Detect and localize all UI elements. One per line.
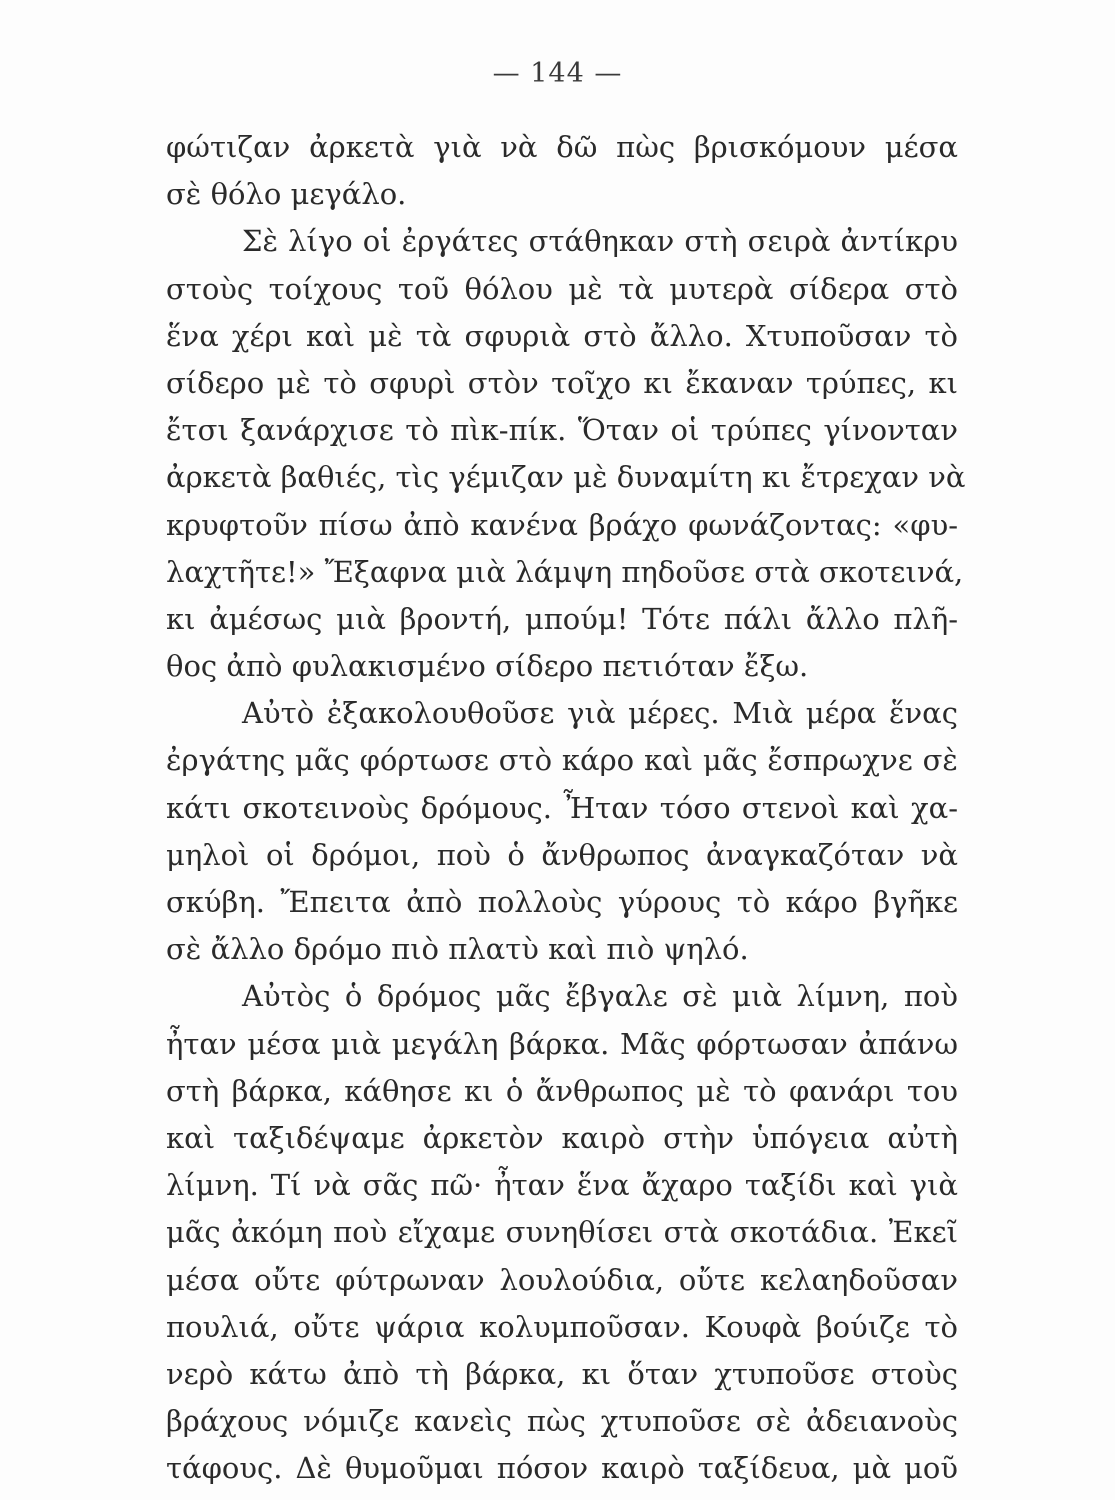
text-line: φώτιζαν ἀρκετὰ γιὰ νὰ δῶ πὼς βρισκόμουν μέσα <box>166 130 958 164</box>
text-line: Σὲ λίγο οἱ ἐργάτες στάθηκαν στὴ σειρὰ ἀντίκρυ <box>242 224 958 259</box>
text-line: νερὸ κάτω ἀπὸ τὴ βάρκα, κι ὅταν χτυποῦσε στοὺς <box>166 1356 958 1391</box>
text-line: μέσα οὔτε φύτρωναν λουλούδια, οὔτε κελαηδοῦσαν <box>166 1262 958 1297</box>
text-line: Αὐτὸ ἐξακολουθοῦσε γιὰ μέρες. Μιὰ μέρα ἕνας <box>242 696 958 731</box>
text-line: στοὺς τοίχους τοῦ θόλου μὲ τὰ μυτερὰ σίδερα στὸ <box>166 271 958 306</box>
text-line: ἀρκετὰ βαθιές, τὶς γέμιζαν μὲ δυναμίτη κι ἔτρεχαν νὰ <box>166 460 966 495</box>
text-line: ἕνα χέρι καὶ μὲ τὰ σφυριὰ στὸ ἄλλο. Χτυποῦσαν τὸ <box>166 318 958 353</box>
text-line: τάφους. Δὲ θυμοῦμαι πόσον καιρὸ ταξίδευα, μὰ μοῦ <box>166 1451 958 1486</box>
text-line: σὲ θόλο μεγάλο. <box>166 177 407 212</box>
text-line: σὲ ἄλλο δρόμο πιὸ πλατὺ καὶ πιὸ ψηλό. <box>166 932 749 967</box>
text-line: καὶ ταξιδέψαμε ἀρκετὸν καιρὸ στὴν ὑπόγεια αὐτὴ <box>166 1120 958 1155</box>
text-line: ἐργάτης μᾶς φόρτωσε στὸ κάρο καὶ μᾶς ἔσπρωχνε σὲ <box>166 743 958 778</box>
text-line: κι ἀμέσως μιὰ βροντή, μπούμ! Τότε πάλι ἄλλο πλῆ- <box>166 601 958 636</box>
text-line: θος ἀπὸ φυλακισμένο σίδερο πετιόταν ἔξω. <box>166 649 809 684</box>
page-number: — 144 — <box>492 58 623 89</box>
text-line: πουλιά, οὔτε ψάρια κολυμποῦσαν. Κουφὰ βούιζε τὸ <box>166 1309 958 1344</box>
text-line: Αὐτὸς ὁ δρόμος μᾶς ἔβγαλε σὲ μιὰ λίμνη, ποὺ <box>242 979 958 1014</box>
text-line: ἔτσι ξανάρχισε τὸ πὶκ-πίκ. Ὅταν οἱ τρύπες γίνονταν <box>166 413 958 448</box>
text-line: ἦταν μέσα μιὰ μεγάλη βάρκα. Μᾶς φόρτωσαν ἀπάνω <box>166 1026 958 1061</box>
text-line: στὴ βάρκα, κάθησε κι ὁ ἄνθρωπος μὲ τὸ φανάρι του <box>166 1073 958 1108</box>
text-line: σίδερο μὲ τὸ σφυρὶ στὸν τοῖχο κι ἔκαναν τρύπες, κι <box>166 365 958 400</box>
body-text <box>166 124 966 1492</box>
text-line: μηλοὶ οἱ δρόμοι, ποὺ ὁ ἄνθρωπος ἀναγκαζόταν νὰ <box>166 837 958 872</box>
text-line: λίμνη. Τί νὰ σᾶς πῶ· ἦταν ἕνα ἄχαρο ταξίδι καὶ γιὰ <box>166 1168 958 1203</box>
text-line: βράχους νόμιζε κανεὶς πὼς χτυποῦσε σὲ ἀδειανοὺς <box>166 1404 958 1439</box>
text-line: λαχτῆτε!» Ἔξαφνα μιὰ λάμψη πηδοῦσε στὰ σκοτεινά, <box>166 554 964 589</box>
text-line: σκύβη. Ἔπειτα ἀπὸ πολλοὺς γύρους τὸ κάρο βγῆκε <box>166 885 958 919</box>
text-line: μᾶς ἀκόμη ποὺ εἴχαμε συνηθίσει στὰ σκοτάδια. Ἐκεῖ <box>166 1215 958 1250</box>
text-line: κρυφτοῦν πίσω ἀπὸ κανένα βράχο φωνάζοντας: «φυ- <box>166 507 958 542</box>
text-line: κάτι σκοτεινοὺς δρόμους. Ἦταν τόσο στενοὶ καὶ χα- <box>166 790 958 825</box>
